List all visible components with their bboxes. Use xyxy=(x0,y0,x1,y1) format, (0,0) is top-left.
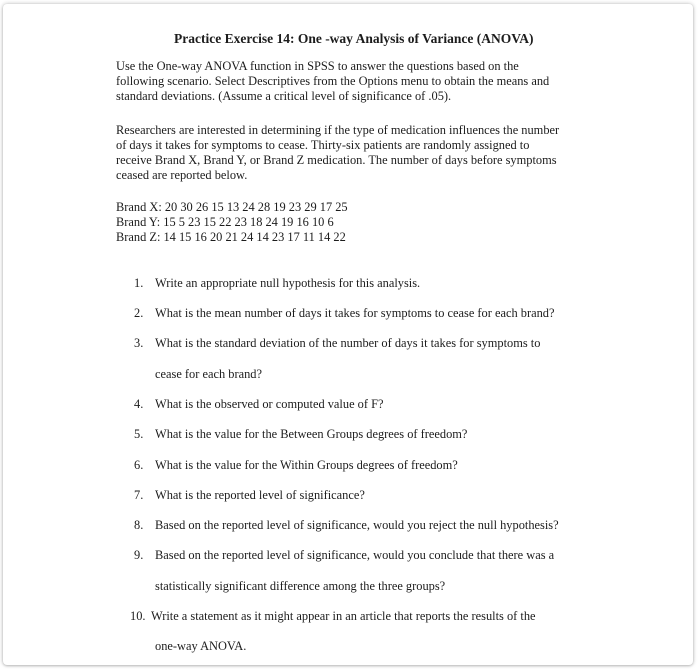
question-item xyxy=(134,488,365,503)
question-text: What is the mean number of days it takes for symptoms to cease for each brand? xyxy=(155,306,555,320)
question-number: 1. xyxy=(134,276,144,290)
question-text: Based on the reported level of significance, would you reject the null hypothesis? xyxy=(155,518,559,532)
question-text: What is the standard deviation of the number of days it takes for symptoms to xyxy=(155,336,541,350)
question-number: 3. xyxy=(134,336,144,350)
question-item xyxy=(134,548,554,563)
question-text: Based on the reported level of significance, would you conclude that there was a xyxy=(155,548,555,562)
question-text: What is the value for the Within Groups degrees of freedom? xyxy=(155,458,458,472)
intro-line: standard deviations. (Assume a critical level of significance of .05). xyxy=(116,89,452,103)
question-number: 5. xyxy=(134,427,144,441)
question-number: 7. xyxy=(134,488,144,502)
scenario-line: receive Brand X, Brand Y, or Brand Z medication. The number of days before symptoms xyxy=(116,153,557,167)
question-item xyxy=(134,427,467,442)
document-page xyxy=(3,4,693,665)
question-item xyxy=(134,276,420,291)
question-number: 6. xyxy=(134,458,144,472)
question-continuation: one-way ANOVA. xyxy=(155,639,247,653)
scenario-line: Researchers are interested in determining if the type of medication influences the number xyxy=(116,123,560,137)
question-item xyxy=(134,336,540,351)
scenario-line: of days it takes for symptoms to cease. Thirty-six patients are randomly assigned to xyxy=(116,138,530,152)
question-number: 9. xyxy=(134,548,144,562)
brand-y-data: Brand Y: 15 5 23 15 22 23 18 24 19 16 10 6 xyxy=(116,215,334,229)
intro-line: following scenario. Select Descriptives from the Options menu to obtain the means and xyxy=(116,74,550,88)
question-continuation: cease for each brand? xyxy=(155,367,262,381)
question-text: What is the observed or computed value of F? xyxy=(155,397,384,411)
scenario-paragraph xyxy=(116,123,596,183)
page-title: Practice Exercise 14: One -way Analysis of Variance (ANOVA) xyxy=(174,31,534,46)
question-item xyxy=(130,609,536,624)
question-item xyxy=(134,306,554,321)
question-number: 4. xyxy=(134,397,144,411)
question-text: Write an appropriate null hypothesis for this analysis. xyxy=(155,276,421,290)
question-item xyxy=(134,518,559,533)
brand-z-data: Brand Z: 14 15 16 20 21 24 14 23 17 11 14 22 xyxy=(116,230,346,244)
question-item xyxy=(134,397,383,412)
question-text: What is the reported level of significance? xyxy=(155,488,365,502)
question-number: 8. xyxy=(134,518,144,532)
intro-paragraph xyxy=(116,59,596,104)
question-item xyxy=(134,458,458,473)
question-number: 2. xyxy=(134,306,144,320)
question-text: Write a statement as it might appear in an article that reports the results of the xyxy=(151,609,536,623)
brand-x-data: Brand X: 20 30 26 15 13 24 28 19 23 29 17 25 xyxy=(116,200,348,214)
question-text: What is the value for the Between Groups degrees of freedom? xyxy=(155,427,468,441)
data-block xyxy=(116,200,596,245)
scenario-line: ceased are reported below. xyxy=(116,168,248,182)
question-continuation: statistically significant difference among the three groups? xyxy=(155,579,446,593)
question-number: 10. xyxy=(130,609,146,623)
intro-line: Use the One-way ANOVA function in SPSS to answer the questions based on the xyxy=(116,59,519,73)
